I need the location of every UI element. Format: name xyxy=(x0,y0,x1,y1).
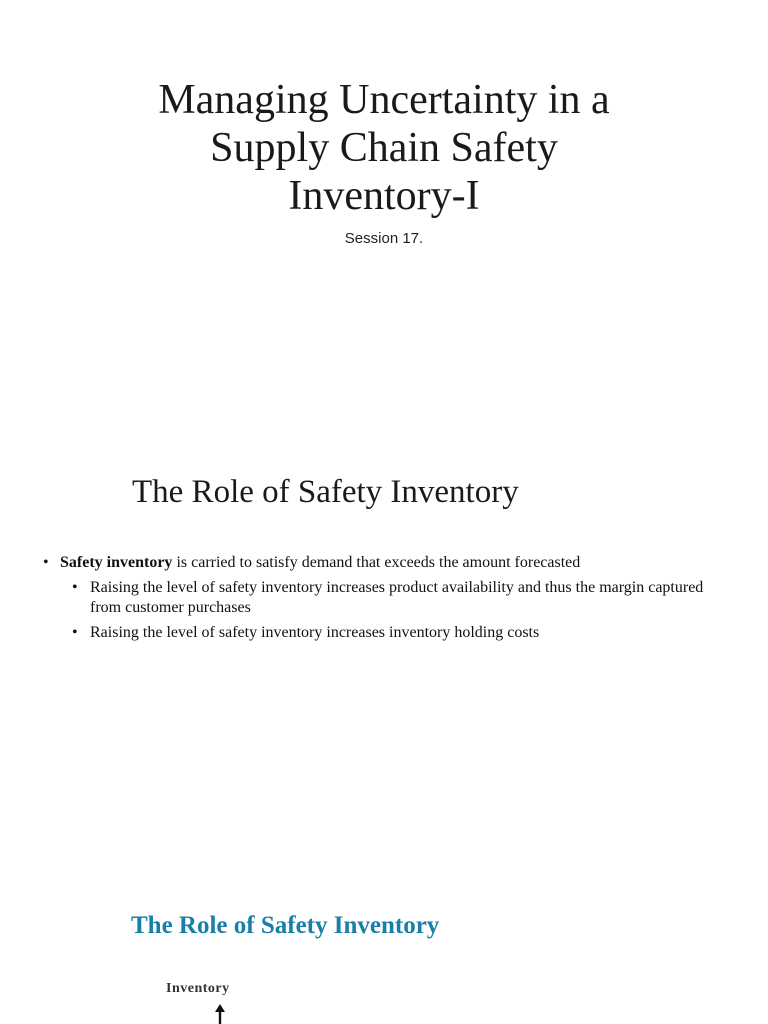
title-line-3: Inventory-I xyxy=(288,173,480,219)
slide-title: The Role of Safety Inventory xyxy=(132,474,519,510)
diagram-slide xyxy=(0,880,768,1024)
bullet-bold-term: Safety inventory xyxy=(60,554,173,571)
up-arrow-icon xyxy=(210,1002,230,1024)
inventory-axis-label: Inventory xyxy=(166,981,230,996)
session-subtitle: Session 17. xyxy=(344,230,424,247)
presentation-title xyxy=(0,76,768,220)
title-slide xyxy=(0,0,768,430)
title-line-2: Supply Chain Safety xyxy=(210,125,558,171)
bullet-item xyxy=(0,553,768,573)
sub-bullet-item: • Raising the level of safety inventory increases product availability and thus the margin captured from customer purchases xyxy=(0,578,768,618)
bullet-text: is carried to satisfy demand that exceeds the amount forecasted xyxy=(172,554,581,571)
title-line-1: Managing Uncertainty in a xyxy=(158,77,610,123)
slide-title: The Role of Safety Inventory xyxy=(131,912,440,939)
bullet-list xyxy=(0,553,768,643)
content-slide xyxy=(0,450,768,860)
sub-bullet-item: • Raising the level of safety inventory increases inventory holding costs xyxy=(0,623,768,643)
